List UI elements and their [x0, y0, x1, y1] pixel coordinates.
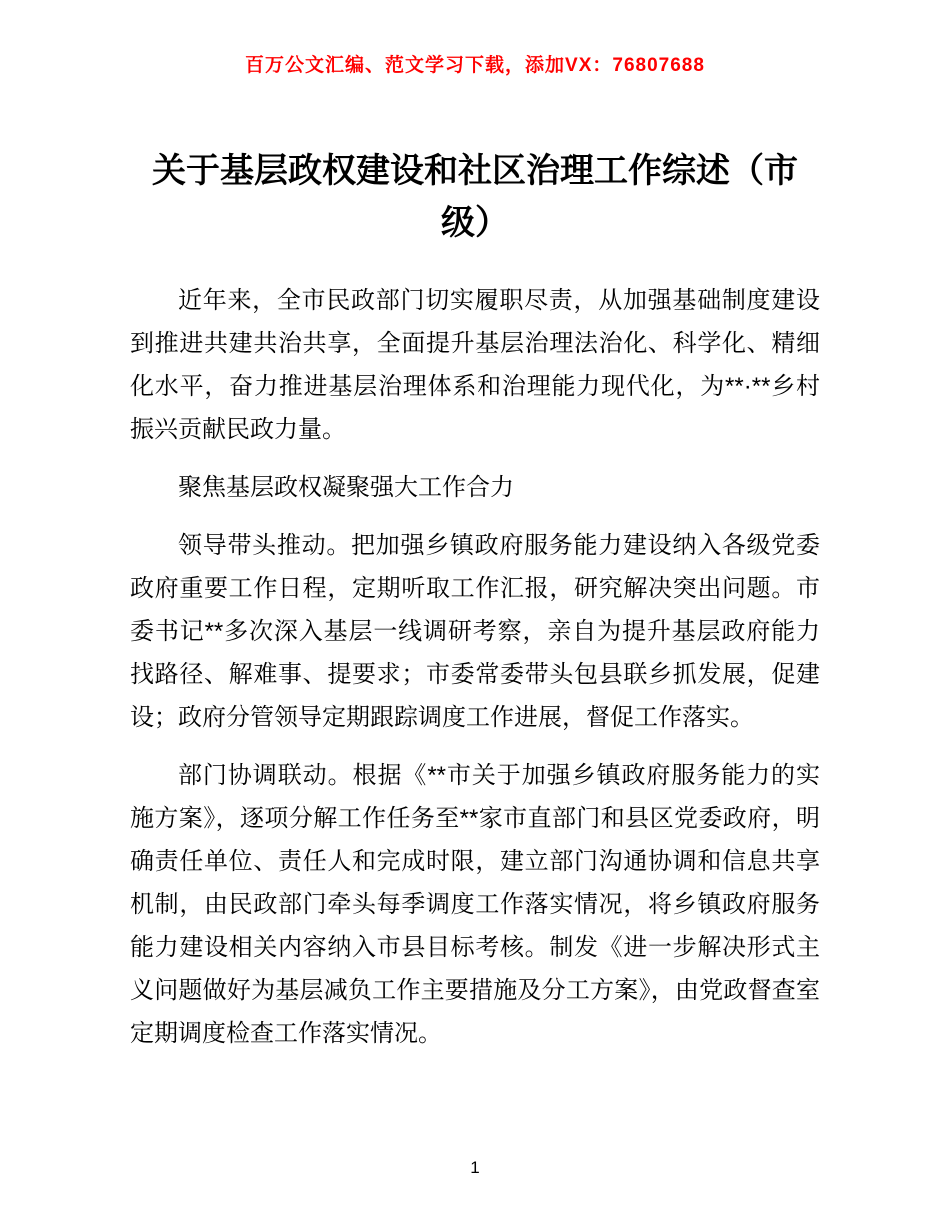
paragraph-intro: 近年来，全市民政部门切实履职尽责，从加强基础制度建设到推进共建共治共享，全面提升基层治理法治化、科学化、精细化水平，奋力推进基层治理体系和治理能力现代化，为**·**乡村振兴贡献民政力量。	[130, 287, 820, 443]
page-number: 1	[470, 1158, 480, 1177]
paragraph-coordination: 部门协调联动。根据《**市关于加强乡镇政府服务能力的实施方案》，逐项分解工作任务至**家市直部门和县区党委政府，明确责任单位、责任人和完成时限，建立部门沟通协调和信息共享机制，由民政部门牵头每季调度工作落实情况，将乡镇政府服务能力建设相关内容纳入市县目标考核。制发《进一步解决形式主义问题做好为基层减负工作主要措施及分工方案》，由党政督查室定期调度检查工作落实情况。	[130, 762, 820, 1047]
header-notice: 百万公文汇编、范文学习下载，添加VX：76807688	[245, 55, 705, 76]
document-body	[130, 279, 820, 1055]
paragraph-subheading: 聚焦基层政权凝聚强大工作合力	[178, 474, 514, 501]
document-title: 关于基层政权建设和社区治理工作综述（市级）	[152, 152, 798, 242]
paragraph-leadership: 领导带头推动。把加强乡镇政府服务能力建设纳入各级党委政府重要工作日程，定期听取工作汇报，研究解决突出问题。市委书记**多次深入基层一线调研考察，亲自为提升基层政府能力找路径、解难事、提要求；市委常委带头包县联乡抓发展，促建设；政府分管领导定期跟踪调度工作进展，督促工作落实。	[130, 532, 820, 731]
